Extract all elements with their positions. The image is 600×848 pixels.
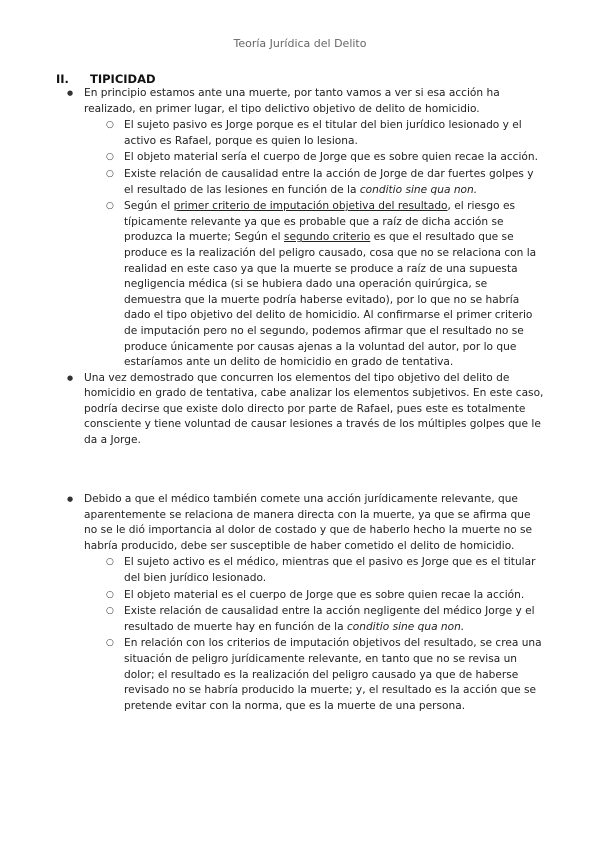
sub-bullet-item: [56, 199, 546, 371]
underlined-term: segundo criterio: [283, 231, 371, 244]
page-header: Teoría Jurídica del Delito: [233, 37, 367, 50]
italic-term: conditio sine qua non.: [346, 620, 465, 633]
sub-bullet-item: ○ El objeto material sería el cuerpo de Jorge que es sobre quien recae la acción.: [56, 150, 546, 166]
sub-bullet-item: ○ El objeto material es el cuerpo de Jorge que es sobre quien recae la acción.: [56, 588, 546, 604]
bullet-item: ● Debido a que el médico también comete una acción jurídicamente relevante, que aparentemente se relaciona de manera directa con la muerte, ya que se afirma que no se le dió importancia al dolor de costado y que de haberlo hecho la muerte no se habría producido, debe ser susceptible de haber cometido el delito de homicidio.: [56, 492, 546, 554]
text-run: es que el resultado que se produce es la realización del peligro causado, cosa que no se relaciona con la realidad en este caso ya que la muerte se produce a raíz de una supuesta negligencia médica (si se hubiera dado una operación quirúrgica, se demuestra que la muerte podría haberse evitado), por lo que no se habría dado el tipo objetivo del delito de homicidio. Al confirmarse el primer criterio de imputación pero no el segundo, podemos afirmar que el resultado no se produce únicamente por causas ajenas a la voluntad del autor, por lo que estaríamos ante un delito de homicidio en grado de tentativa.: [124, 231, 537, 369]
section-number: II.: [56, 72, 69, 86]
text-run: Según el: [124, 200, 174, 213]
sub-bullet-item: ○ En relación con los criterios de imputación objetivos del resultado, se crea una situación de peligro jurídicamente relevante, en tanto que no se revisa un dolor; el resultado es la realización del peligro causado ya que de haberse revisado no se habría producido la muerte; y, el resultado es la acción que se pretende evitar con la norma, que es la muerte de una persona.: [56, 636, 546, 714]
bullet-group-1: [56, 86, 546, 449]
sub-bullet-item: [56, 167, 546, 198]
section-heading: [56, 72, 156, 86]
sub-bullet-item: [56, 604, 546, 635]
bullet-group-2: [56, 492, 546, 714]
section-title: TIPICIDAD: [90, 72, 156, 86]
text-run: , el riesgo es típicamente relevante ya que es probable que a raíz de dicha acción se produzca la muerte; Según el: [124, 200, 516, 244]
text-run: Existe relación de causalidad entre la acción negligente del médico Jorge y el resultado de muerte hay en función de la: [124, 605, 535, 633]
bullet-item: ● En principio estamos ante una muerte, por tanto vamos a ver si esa acción ha realizado, en primer lugar, el tipo delictivo objetivo de delito de homicidio.: [56, 86, 546, 117]
sub-bullet-item: ○ El sujeto activo es el médico, mientras que el pasivo es Jorge que es el titular del bien jurídico lesionado.: [56, 555, 546, 586]
italic-term: conditio sine qua non.: [359, 183, 478, 196]
text-run: Existe relación de causalidad entre la acción de Jorge de dar fuertes golpes y el resultado de las lesiones en función de la: [124, 167, 534, 196]
underlined-term: primer criterio de imputación objetiva del resultado: [173, 200, 448, 213]
bullet-item: ● Una vez demostrado que concurren los elementos del tipo objetivo del delito de homicidio en grado de tentativa, cabe analizar los elementos subjetivos. En este caso, podría decirse que existe dolo directo por parte de Rafael, pues este es totalmente consciente y tiene voluntad de causar lesiones a través de los múltiples golpes que le da a Jorge.: [56, 371, 546, 449]
sub-bullet-item: ○ El sujeto pasivo es Jorge porque es el titular del bien jurídico lesionado y el activo es Rafael, porque es quien lo lesiona.: [56, 118, 546, 149]
